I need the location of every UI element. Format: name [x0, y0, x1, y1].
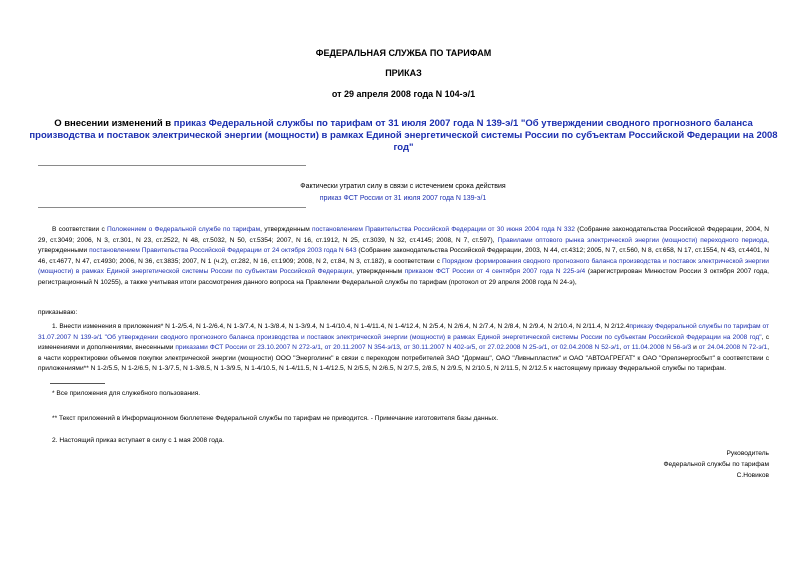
fst-order-225-link[interactable]: приказом ФСТ России от 4 сентября 2007 года N 225-э/4: [404, 268, 586, 276]
government-decree-643-link[interactable]: постановлением Правительства Российской Федерации от 24 октября 2003 года N 643: [89, 247, 357, 255]
fst-regulation-link[interactable]: Положением о Федеральной службе по тарифам: [107, 226, 261, 233]
order-56-link[interactable]: от 11.04.2008 N 56-э/3: [623, 344, 692, 352]
order-52-link[interactable]: от 02.04.2008 N 52-э/1: [551, 344, 620, 352]
subject-prefix: О внесении изменений в: [54, 118, 174, 129]
repeal-note: [40, 181, 766, 205]
order-402-link[interactable]: от 30.11.2007 N 402-э/5: [403, 344, 476, 352]
item-1-text: , в части корректировки объемов покупки электрической энергии (мощности) ООО "Энерголинк" в связи с переходом потребителей ЗАО "Дормаш", ОАО "Ливныпластик" и ОАО "АВТОАГРЕГАТ" к ОАО "Орелэнергосбыт" в соответствии с приложениями** N 1-2/5.5, N 1-2/6.5, N 1-3/7.5, N 1-3/8.5, N 1-3/9.5, N 1-4/10.5, N 1-4/11.5, N 1-4/12.5, N 2/5.5, N 2/6.5, N 2/7.5, 2/8.5, N 2/9.5, N 2/10.5, N 2/11.5, N 2/12.5 к настоящему приказу Федеральной службы по тарифам.: [38, 344, 770, 373]
paragraph-item-1: [38, 322, 769, 375]
balance-procedure-link[interactable]: Порядком формирования сводного прогнозного баланса производства и поставок электрической энергии (мощности) в рамках Единой энергетической системы России по субъектам Российской Федерации: [38, 257, 769, 276]
divider-top: [38, 165, 306, 166]
item-1-text: ,: [619, 344, 624, 352]
divider-bottom: [38, 207, 306, 208]
preamble-text: (Собрание законодательства Российской Федерации, 2004, N 29, ст.3049; 2006, N 3, ст.301, N 23, ст.2522, N 48, ст.5032, N 50, ст.5354; 2007, N 16, ст.1912, N 25, ст.3039, N 32, ст.4145; 2008, N 7, ст.597),: [38, 226, 769, 244]
preamble-text: (Собрание законодательства Российской Федерации, 2003, N 44, ст.4312; 2005, N 7, ст.560, N 8, ст.658, N 17, ст.1554, N 43, ст.4401, N 46, ст.4677, N 47, ст.4930; 2006, N 36, ст.3835; 2007, N 1 (ч.2), ст.282, N 16, ст.1909; 2008, N 2, ст.84, N 3, ст.182), в соответствии с: [38, 247, 770, 265]
signature-name: С.Новиков: [736, 472, 769, 479]
government-decree-332-link[interactable]: постановлением Правительства Российской Федерации от 30 июня 2004 года N 332: [312, 226, 575, 233]
signature-organization: Федеральной службы по тарифам: [663, 461, 769, 468]
preamble-text: , утвержденными: [38, 236, 769, 255]
footnote-divider: [50, 383, 105, 384]
item-1-text: ,: [399, 344, 404, 352]
preamble-text: (зарегистрирован Минюстом России 3 октября 2007 года, регистрационный N 10255), а также учитывая итоги рассмотрения данного вопроса на Правлении Федеральной службы по тарифам (протокол от 29 апреля 2008 года N 24-э),: [38, 268, 770, 286]
order-272-link[interactable]: приказами ФСТ России от 23.10.2007 N 272-э/1: [175, 344, 321, 352]
paragraph-order-word: приказываю:: [38, 309, 78, 316]
preamble-text: , утвержденным: [260, 226, 312, 233]
item-1-text: , с изменениями и дополнениями, внесенными: [38, 333, 769, 352]
subject-order-link[interactable]: приказ Федеральной службы по тарифам от 31 июля 2007 года N 139-э/1 "Об утверждении сводного прогнозного баланса производства и поставок электрической энергии (мощности) в рамках Единой энергетической системы России по субъектам Российской Федерации на 2008 год": [29, 118, 778, 153]
repeal-note-text: Фактически утратил силу в связи с истечением срока действия: [300, 183, 506, 190]
item-1-text: ,: [320, 344, 325, 352]
repeal-order-link[interactable]: приказ ФСТ России от 31 июля 2007 года N 139-э/1: [319, 195, 487, 202]
order-139-link[interactable]: приказу Федеральной службы по тарифам от 31.07.2007 N 139-э/1 "Об утверждении сводного прогнозного баланса производства и поставок электрической энергии (мощности) в рамках Единой энергетической системы России по субъектам Российской Федерации на 2008 год": [38, 323, 770, 341]
paragraph-preamble: [38, 225, 769, 289]
doc-type-title: ПРИКАЗ: [385, 68, 422, 78]
signature-position: Руководитель: [726, 450, 769, 457]
doc-date: от 29 апреля 2008 года N 104-э/1: [331, 89, 476, 99]
wholesale-market-rules-link[interactable]: Правилами оптового рынка электрической энергии (мощности) переходного периода: [497, 236, 768, 244]
footnote-1: * Все приложения для служебного пользования.: [52, 390, 201, 397]
doc-subject: [20, 118, 787, 154]
signature-block: [509, 448, 769, 481]
item-1-text: 1. Внести изменения в приложения* N 1-2/5.4, N 1-2/6.4, N 1-3/7.4, N 1-3/8.4, N 1-3/9.4, N 1-4/10.4, N 1-4/11.4, N 1-4/12.4, N 2/5.4, N 2/6.4, N 2/7.4, N 2/8.4, N 2/9.4, N 2/10.4, N 2/11.4, N 2/12.4: [52, 323, 630, 330]
item-1-text: и: [691, 344, 699, 352]
agency-title: ФЕДЕРАЛЬНАЯ СЛУЖБА ПО ТАРИФАМ: [315, 48, 492, 58]
order-354-link[interactable]: от 20.11.2007 N 354-э/13: [324, 344, 400, 352]
order-25-link[interactable]: от 27.02.2008 N 25-э/1: [479, 344, 548, 352]
paragraph-item-2: 2. Настоящий приказ вступает в силу с 1 мая 2008 года.: [52, 437, 225, 444]
footnote-2: ** Текст приложений в Информационном бюллетене Федеральной службы по тарифам не приводится. - Примечание изготовителя базы данных.: [52, 415, 499, 422]
item-1-text: ,: [547, 344, 552, 352]
preamble-text: В соответствии с: [52, 226, 108, 233]
order-72-link[interactable]: от 24.04.2008 N 72-э/1: [698, 344, 768, 352]
item-1-text: ,: [475, 344, 480, 352]
preamble-text: , утвержденным: [352, 268, 405, 276]
